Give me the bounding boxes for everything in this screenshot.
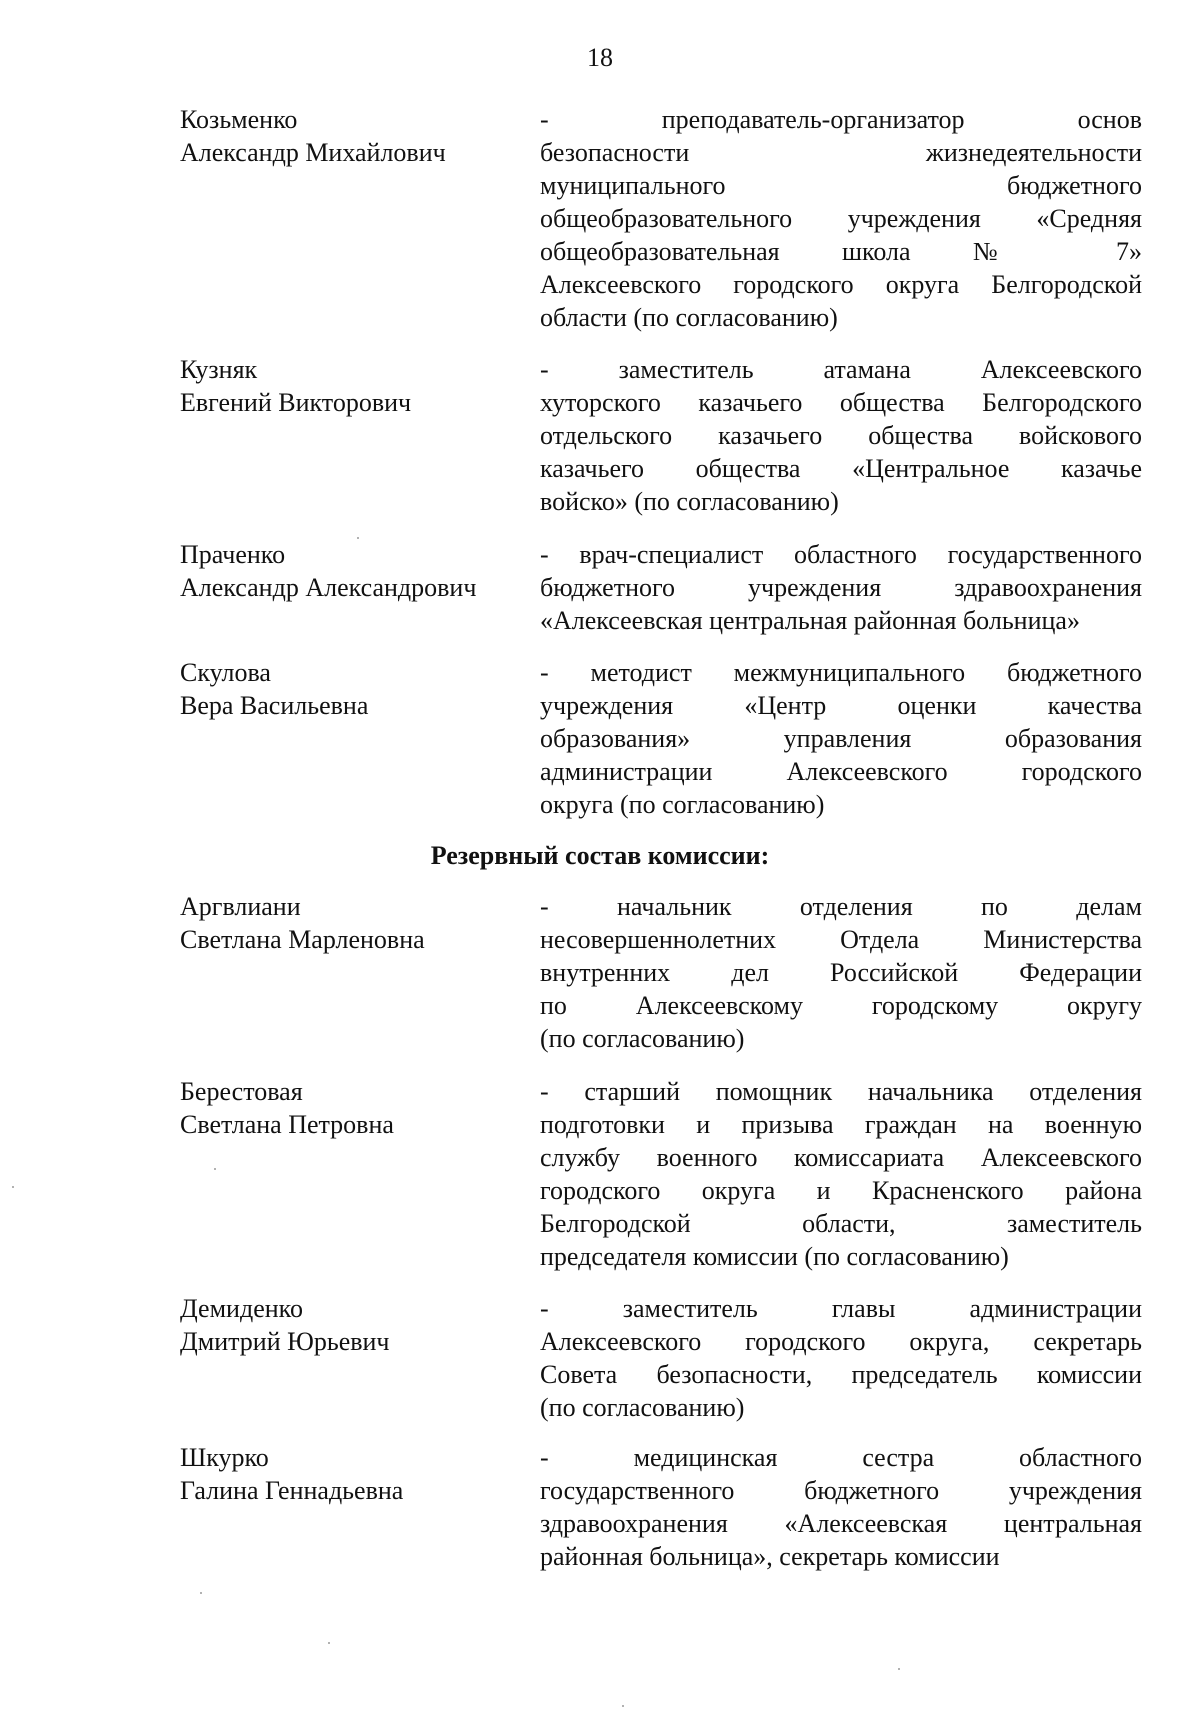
description-line: - врач-специалист областного государственного (540, 540, 1142, 569)
member-surname: Берестовая (180, 1077, 303, 1106)
member-given-names: Вера Васильевна (180, 691, 369, 720)
scan-speck (200, 1592, 202, 1594)
member-name (180, 1292, 525, 1358)
scan-speck (898, 1668, 900, 1670)
member-description (540, 890, 1142, 1055)
description-line: подготовки и призыва граждан на военную (540, 1110, 1142, 1139)
member-name (180, 890, 525, 956)
member-surname: Козьменко (180, 105, 298, 134)
description-line: здравоохранения «Алексеевская центральная (540, 1509, 1142, 1538)
member-given-names: Дмитрий Юрьевич (180, 1327, 390, 1356)
description-line: - медицинская сестра областного (540, 1443, 1142, 1472)
member-description (540, 538, 1142, 637)
description-line: округа (по согласованию) (540, 790, 825, 819)
description-line: - старший помощник начальника отделения (540, 1077, 1142, 1106)
member-given-names: Светлана Марленовна (180, 925, 425, 954)
description-line: (по согласованию) (540, 1393, 745, 1422)
description-line: внутренних дел Российской Федерации (540, 958, 1142, 987)
description-line: Совета безопасности, председатель комиссии (540, 1360, 1142, 1389)
member-name (180, 353, 525, 419)
description-line: казачьего общества «Центральное казачье (540, 454, 1142, 483)
description-line: (по согласованию) (540, 1024, 745, 1053)
description-line: - методист межмуниципального бюджетного (540, 658, 1142, 687)
description-line: области (по согласованию) (540, 303, 838, 332)
description-line: бюджетного учреждения здравоохранения (540, 573, 1142, 602)
description-line: - заместитель главы администрации (540, 1294, 1142, 1323)
description-line: Алексеевского городского округа, секретарь (540, 1327, 1142, 1356)
scan-speck (12, 1186, 14, 1188)
member-description (540, 656, 1142, 821)
member-surname: Праченко (180, 540, 286, 569)
member-description (540, 1441, 1142, 1573)
description-line: учреждения «Центр оценки качества (540, 691, 1142, 720)
scan-speck (214, 1168, 216, 1170)
description-line: общеобразовательного учреждения «Средняя (540, 204, 1142, 233)
member-given-names: Александр Александрович (180, 573, 477, 602)
description-line: городского округа и Красненского района (540, 1176, 1142, 1205)
description-line: председателя комиссии (по согласованию) (540, 1242, 1009, 1271)
member-description (540, 1292, 1142, 1424)
description-line: службу военного комиссариата Алексеевского (540, 1143, 1142, 1172)
scan-speck (622, 1705, 624, 1707)
description-line: Белгородской области, заместитель (540, 1209, 1142, 1238)
member-name (180, 1075, 525, 1141)
description-line: войско» (по согласованию) (540, 487, 839, 516)
member-given-names: Евгений Викторович (180, 388, 412, 417)
member-surname: Кузняк (180, 355, 258, 384)
description-line: «Алексеевская центральная районная больница» (540, 606, 1080, 635)
member-name (180, 656, 525, 722)
member-given-names: Светлана Петровна (180, 1110, 394, 1139)
member-description (540, 103, 1142, 334)
member-name (180, 103, 525, 169)
description-line: по Алексеевскому городскому округу (540, 991, 1142, 1020)
description-line: несовершеннолетних Отдела Министерства (540, 925, 1142, 954)
member-surname: Скулова (180, 658, 271, 687)
description-line: общеобразовательная школа № 7» (540, 237, 1142, 266)
member-name (180, 1441, 525, 1507)
description-line: хуторского казачьего общества Белгородского (540, 388, 1142, 417)
description-line: - заместитель атамана Алексеевского (540, 355, 1142, 384)
member-name (180, 538, 525, 604)
member-description (540, 353, 1142, 518)
description-line: муниципального бюджетного (540, 171, 1142, 200)
member-given-names: Александр Михайлович (180, 138, 446, 167)
description-line: - преподаватель-организатор основ (540, 105, 1142, 134)
page-number: 18 (587, 43, 613, 72)
description-line: администрации Алексеевского городского (540, 757, 1142, 786)
member-surname: Аргвлиани (180, 892, 301, 921)
description-line: безопасности жизнедеятельности (540, 138, 1142, 167)
description-line: отдельского казачьего общества войскового (540, 421, 1142, 450)
scan-speck (357, 537, 359, 539)
scan-speck (328, 1642, 330, 1644)
reserve-section-heading: Резервный состав комиссии: (430, 841, 770, 870)
member-surname: Демиденко (180, 1294, 303, 1323)
description-line: Алексеевского городского округа Белгородской (540, 270, 1142, 299)
member-surname: Шкурко (180, 1443, 269, 1472)
description-line: - начальник отделения по делам (540, 892, 1142, 921)
member-given-names: Галина Геннадьевна (180, 1476, 404, 1505)
description-line: государственного бюджетного учреждения (540, 1476, 1142, 1505)
member-description (540, 1075, 1142, 1273)
description-line: образования» управления образования (540, 724, 1142, 753)
description-line: районная больница», секретарь комиссии (540, 1542, 1000, 1571)
